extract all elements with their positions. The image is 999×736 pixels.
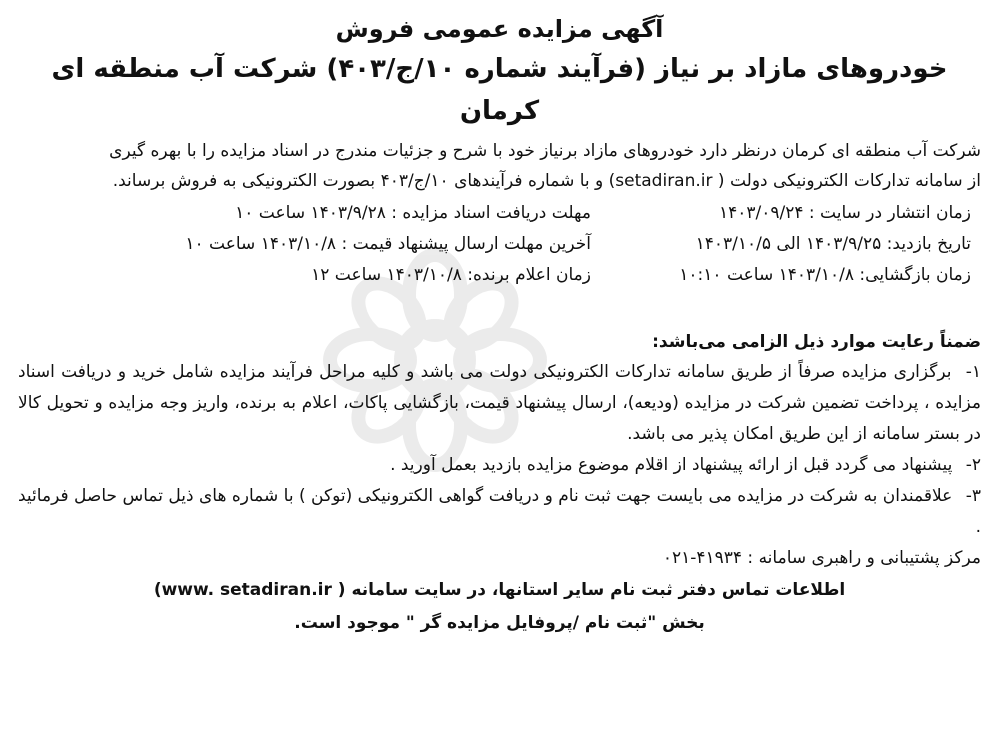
support-center: مرکز پشتیبانی و راهبری سامانه : ۴۱۹۳۴-۰۲۱	[662, 548, 981, 568]
requirement-item	[18, 450, 981, 481]
bid-deadline: آخرین مهلت ارسال پیشنهاد قیمت : ۱۴۰۳/۱۰/۸ ساعت ۱۰	[185, 234, 591, 254]
notice-document	[18, 10, 981, 640]
requirement-text: علاقمندان به شرکت در مزایده می بایست جهت ثبت نام و دریافت گواهی الکترونیکی (توکن ) با شماره های ذیل تماس حاصل فرمائید .	[18, 486, 981, 537]
requirements-title: ضمناً رعایت موارد ذیل الزامی می‌باشد:	[652, 332, 981, 352]
contact-info-line-1: اطلاعات تماس دفتر ثبت نام سایر استانها، در سایت سامانه ( www. setadiran.ir)	[153, 580, 846, 600]
requirement-text: برگزاری مزایده صرفاً از طریق سامانه تدارکات الکترونیکی دولت می باشد و کلیه مراحل فرآیند مزایده شامل خرید و دریافت اسناد مزایده ، پرداخت تضمین شرکت در مزایده (ودیعه)، ارسال پیشنهاد قیمت، بازگشایی پاکات، اعلام به برنده، واریز وجه مزایده و تحویل کالا در بستر سامانه از این طریق امکان پذیر می باشد.	[18, 362, 981, 444]
intro-line-1: شرکت آب منطقه ای کرمان درنظر دارد خودروهای مازاد برنیاز خود با شرح و جزئیات مندرج در اسناد مزایده را با بهره گیری	[109, 141, 981, 161]
requirement-number: ۱-	[965, 362, 982, 382]
notice-title: آگهی مزایده عمومی فروش	[335, 15, 664, 43]
requirement-text: پیشنهاد می گردد قبل از ارائه پیشنهاد از اقلام موضوع مزایده بازدید بعمل آورید .	[390, 455, 953, 475]
visit-date: تاریخ بازدید: ۱۴۰۳/۹/۲۵ الی ۱۴۰۳/۱۰/۵	[695, 234, 971, 254]
winner-announcement: زمان اعلام برنده: ۱۴۰۳/۱۰/۸ ساعت ۱۲	[311, 265, 591, 285]
intro-line-2: از سامانه تدارکات الکترونیکی دولت ( setadiran.ir) و با شماره فرآیندهای ۱۰/ج/۴۰۳ بصورت الکترونیکی به فروش برساند.	[112, 171, 981, 191]
requirement-item	[18, 481, 981, 543]
contact-info-line-2: بخش "ثبت نام /پروفایل مزایده گر " موجود است.	[294, 613, 705, 633]
schedule-grid	[18, 198, 981, 291]
document-deadline: مهلت دریافت اسناد مزایده : ۱۴۰۳/۹/۲۸ ساعت ۱۰	[235, 203, 591, 223]
requirement-number: ۲-	[965, 455, 981, 475]
requirement-item	[18, 357, 981, 450]
opening-time: زمان بازگشایی: ۱۴۰۳/۱۰/۸ ساعت ۱۰:۱۰	[679, 265, 971, 285]
notice-subtitle: خودروهای مازاد بر نیاز (فرآیند شماره ۱۰/ج/۴۰۳) شرکت آب منطقه ای کرمان	[51, 54, 948, 126]
requirement-number: ۳-	[965, 486, 981, 506]
publish-date: زمان انتشار در سایت : ۱۴۰۳/۰۹/۲۴	[718, 203, 971, 223]
